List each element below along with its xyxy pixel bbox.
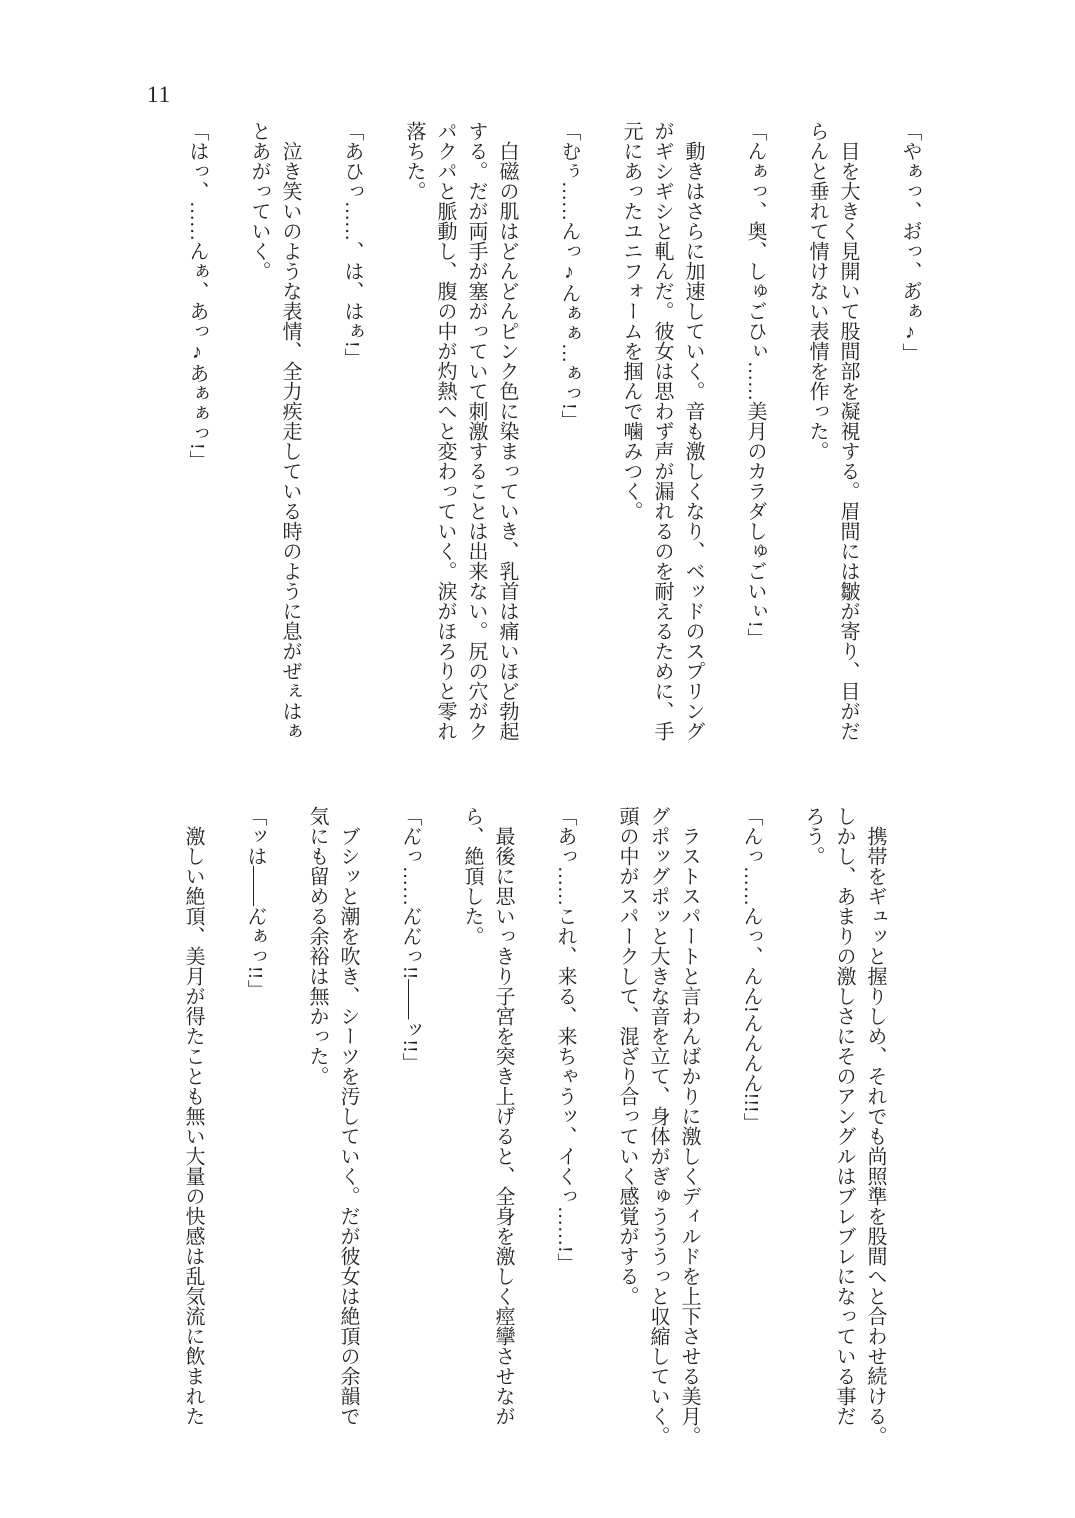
text-line: 「ッは――ん゙ぁっ!!」 (244, 806, 266, 1000)
text-line: 最後に思いっきり子宮を突き上げると、全身を激しく痙攣させなが (492, 826, 514, 1426)
text-line: 「あっ……これ、来る、来ちゃうッ、イくっ……!」 (554, 806, 576, 1273)
text-line: 「やぁっ、お゙っ、あ゙ぁ♪」 (899, 121, 921, 363)
text-line: 「んぁっ、奥、しゅごひぃ……美月のカラダしゅごいぃ!」 (744, 121, 766, 648)
text-line: 「はっ、……んぁ、あっ♪あぁぁっ!」 (186, 121, 208, 470)
text-line: がギシギシと軋んだ。彼女は思わず声が漏れるのを耐えるために、手 (651, 121, 673, 741)
text-line: 「むぅ……んっ♪んぁぁ…ぁっ!」 (558, 121, 580, 430)
text-line: 「あひっ……、は、はぁ!」 (341, 121, 363, 368)
text-line: 「ん゙っ……ん゙ん゙っ!!――ッ!!」 (399, 806, 421, 1073)
text-line: 気にも留める余裕は無かった。 (306, 806, 328, 1086)
text-line: する。だが両手が塞がっていて刺激することは出来ない。尻の穴がク (465, 121, 487, 741)
text-line: ら、絶頂した。 (461, 806, 483, 946)
text-line: ブシッと潮を吹き、シーツを汚していく。だが彼女は絶頂の余韻で (337, 826, 359, 1426)
text-line: らんと垂れて情けない表情を作った。 (806, 121, 828, 461)
text-line: 落ちた。 (403, 121, 425, 201)
text-line: 激しい絶頂、美月が得たことも無い大量の快感は乱気流に飲まれた (182, 826, 204, 1426)
text-line: 動きはさらに加速していく。音も激しくなり、ベッドのスプリング (682, 141, 704, 741)
page-number: 11 (147, 82, 172, 107)
text-line: 「んっ……んっ、んん!んんんん!!!」 (740, 806, 762, 1133)
text-line: パクパと脈動し、腹の中が灼熱へと変わっていく。涙がほろりと零れ (434, 121, 456, 741)
text-line: しかし、あまりの激しさにそのアングルはブレブレになっている事だ (833, 806, 855, 1426)
text-line: ろう。 (802, 806, 824, 866)
text-line: 頭の中がスパークして、混ざり合っていく感覚がする。 (616, 806, 638, 1306)
text-block-bottom (177, 806, 890, 1466)
text-line: 泣き笑いのような表情、全力疾走している時のように息がぜぇはぁ (279, 141, 301, 741)
text-block-top (181, 121, 925, 781)
text-line: 携帯をギュッと握りしめ、それでも尚照準を股間へと合わせ続ける。 (864, 826, 886, 1446)
text-line: 目を大きく見開いて股間部を凝視する。眉間には皺が寄り、目がだ (837, 141, 859, 741)
text-line: 白磁の肌はどんどんピンク色に染まっていき、乳首は痛いほど勃起 (496, 141, 518, 741)
text-line: とあがっていく。 (248, 121, 270, 281)
text-line: ラストスパートと言わんばかりに激しくディルドを上下させる美月。 (678, 826, 700, 1446)
text-line: グポッグポッと大きな音を立て、身体がぎゅうううっと収縮していく。 (647, 806, 669, 1446)
text-line: 元にあったユニフォームを掴んで噛みつく。 (620, 121, 642, 521)
